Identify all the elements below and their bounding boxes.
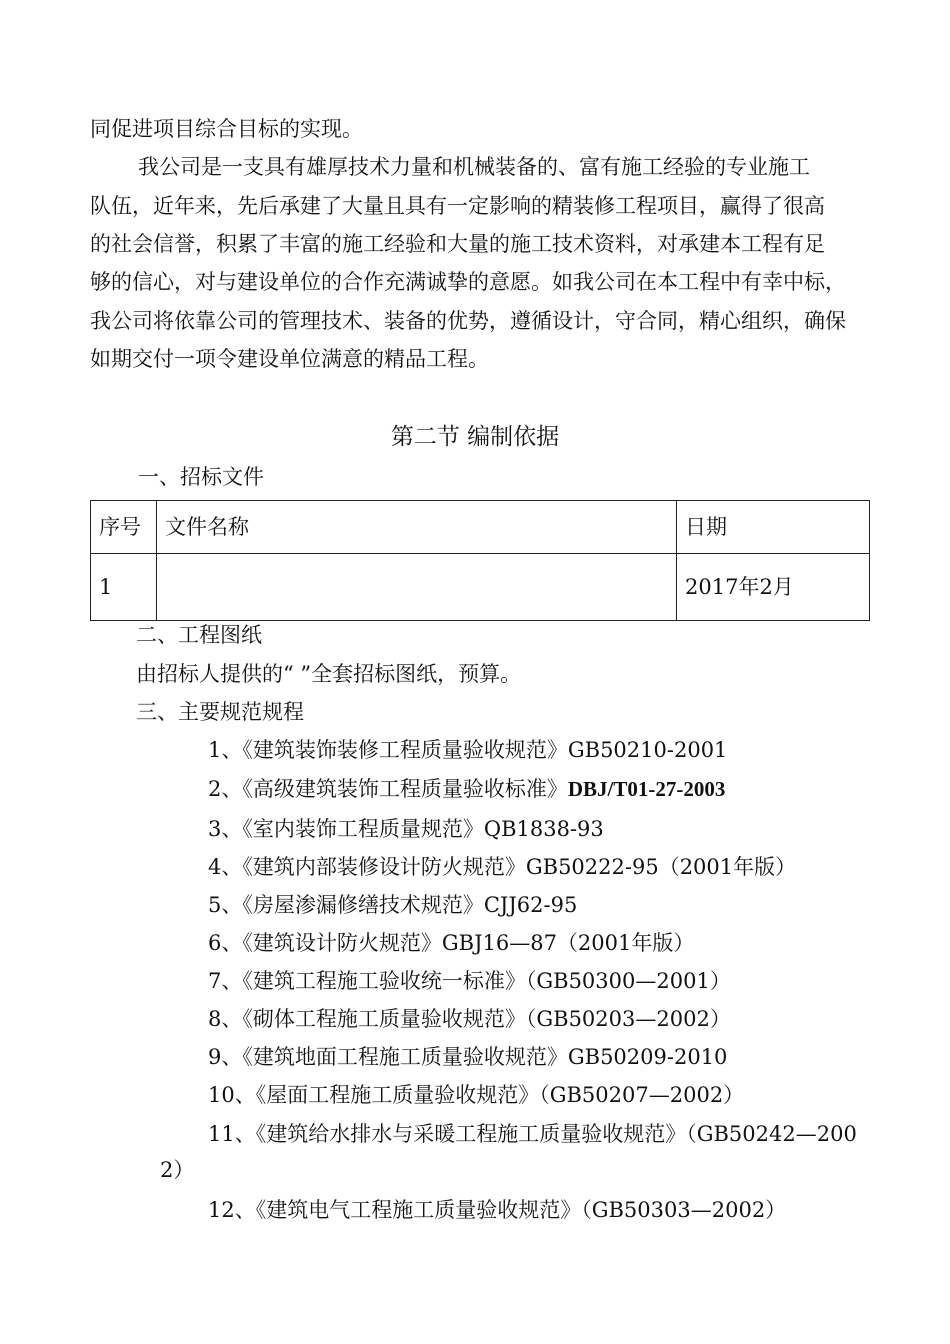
standard-item: 8、《砌体工程施工质量验收规范》（GB50203—2002） (208, 1007, 731, 1031)
table-header-cell: 序号 (91, 501, 157, 554)
intro-paragraph-line: 队伍，近年来，先后承建了大量且具有一定影响的精装修工程项目，赢得了很高 (90, 194, 825, 218)
part3-heading: 三、主要规范规程 (136, 700, 304, 724)
standard-item: 4、《建筑内部装修设计防火规范》GB50222-95（2001年版） (208, 855, 797, 879)
table-cell: 2017年2月 (677, 554, 870, 621)
table-header-cell: 日期 (677, 501, 870, 554)
standard-item: 9、《建筑地面工程施工质量验收规范》GB50209-2010 (208, 1045, 728, 1069)
standard-item: 6、《建筑设计防火规范》GBJ16—87（2001年版） (208, 931, 695, 955)
part2-text: 由招标人提供的“ ”全套招标图纸，预算。 (136, 662, 522, 686)
intro-paragraph-line: 我公司将依靠公司的管理技术、装备的优势，遵循设计，守合同，精心组织，确保 (90, 309, 846, 333)
standard-item: 7、《建筑工程施工验收统一标准》（GB50300—2001） (208, 969, 731, 993)
table-header-cell: 文件名称 (157, 501, 677, 554)
intro-line-top: 同促进项目综合目标的实现。 (90, 117, 363, 141)
standard-item: 3、《室内装饰工程质量规范》QB1838-93 (208, 817, 604, 841)
intro-paragraph-line: 够的信心，对与建设单位的合作充满诚挚的意愿。如我公司在本工程中有幸中标， (90, 270, 846, 294)
table-cell (157, 554, 677, 621)
table-row (91, 554, 870, 621)
intro-paragraph-line: 的社会信誉，积累了丰富的施工经验和大量的施工技术资料，对承建本工程有足 (90, 232, 825, 256)
standard-item-continuation: 2） (160, 1158, 195, 1182)
standard-item-code: DBJ/T01-27-2003 (567, 777, 726, 801)
intro-paragraph-line: 我公司是一支具有雄厚技术力量和机械装备的、富有施工经验的专业施工 (138, 155, 810, 179)
standard-item: 10、《屋面工程施工质量验收规范》（GB50207—2002） (208, 1083, 745, 1107)
standard-item (208, 776, 725, 802)
intro-paragraph-line: 如期交付一项令建设单位满意的精品工程。 (90, 347, 489, 371)
table-cell: 1 (91, 554, 157, 621)
standard-item: 1、《建筑装饰装修工程质量验收规范》GB50210-2001 (208, 738, 728, 762)
part1-heading: 一、招标文件 (138, 465, 264, 489)
tender-documents-table (90, 500, 870, 621)
standard-item: 11、《建筑给水排水与采暖工程施工质量验收规范》（GB50242—200 (208, 1122, 857, 1146)
standard-item-title: 2、《高级建筑装饰工程质量验收标准》 (208, 777, 568, 801)
standard-item: 5、《房屋渗漏修缮技术规范》CJJ62-95 (208, 893, 578, 917)
standard-item: 12、《建筑电气工程施工质量验收规范》（GB50303—2002） (208, 1198, 787, 1222)
table-header-row (91, 501, 870, 554)
part2-heading: 二、工程图纸 (136, 623, 262, 647)
section-title: 第二节 编制依据 (390, 424, 560, 450)
